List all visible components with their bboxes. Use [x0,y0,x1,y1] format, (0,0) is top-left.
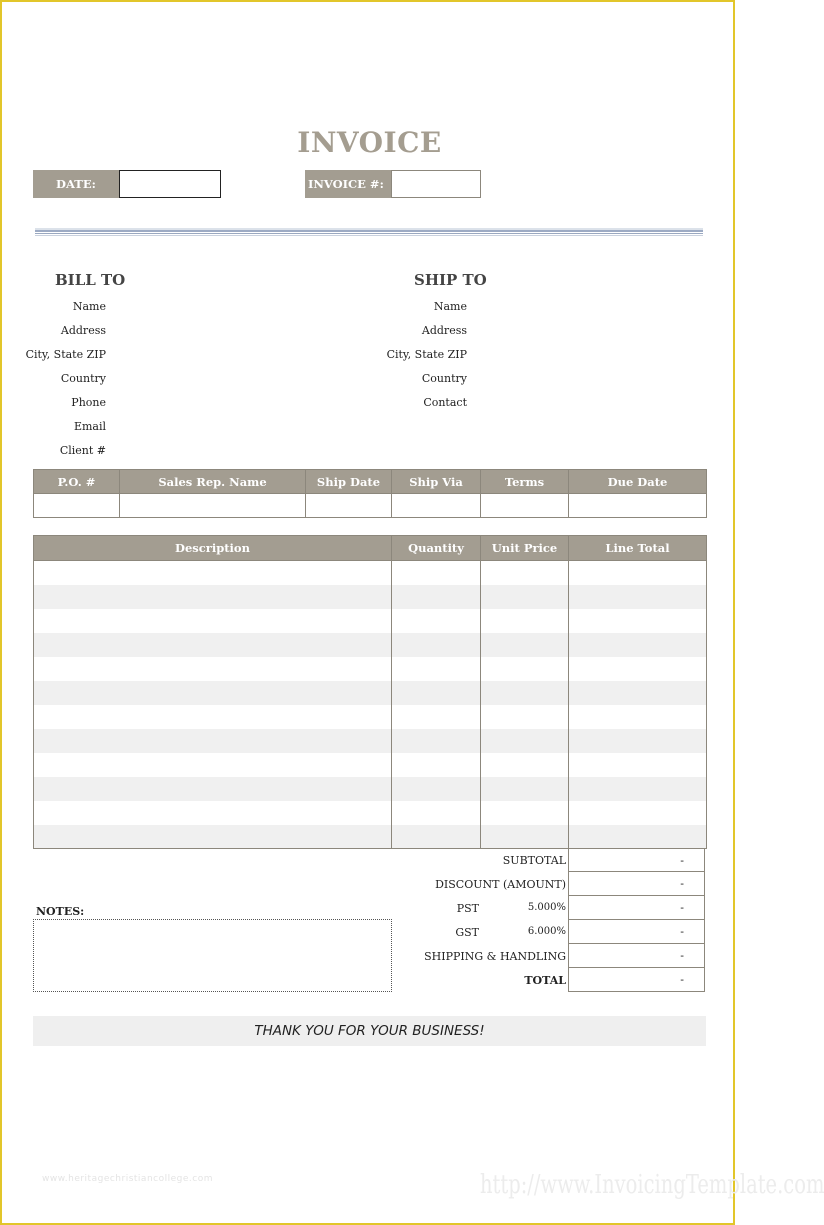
bill-to-phone: Phone [71,396,106,409]
table-row [34,561,707,585]
table-row [34,729,707,753]
thank-you-banner: THANK YOU FOR YOUR BUSINESS! [33,1016,706,1046]
description-cell[interactable] [34,681,392,705]
col-terms: Terms [481,470,569,494]
unit-price-cell[interactable] [481,681,569,705]
table-row [34,585,707,609]
summary-label: GST [455,926,479,939]
watermark-left: www.heritagechristiancollege.com [42,1174,213,1184]
col-sales-rep: Sales Rep. Name [120,470,306,494]
unit-price-cell[interactable] [481,633,569,657]
line-total-cell[interactable] [569,777,707,801]
quantity-cell[interactable] [392,585,481,609]
table-row [34,633,707,657]
unit-price-cell[interactable] [481,801,569,825]
invoice-number-label: INVOICE #: [305,170,392,198]
notes-box[interactable] [33,919,392,992]
description-cell[interactable] [34,633,392,657]
description-cell[interactable] [34,657,392,681]
ship-to-name: Name [433,300,467,313]
bill-to-country: Country [60,372,106,385]
order-info-row [34,494,707,518]
col-description: Description [34,536,392,561]
invoice-number-field[interactable] [391,170,481,198]
unit-price-cell[interactable] [481,609,569,633]
ship-to-contact: Contact [423,396,467,409]
ship-to-city: City, State ZIP [386,348,467,361]
summary-value: - [568,848,705,872]
summary-value: - [568,920,705,944]
quantity-cell[interactable] [392,657,481,681]
description-cell[interactable] [34,825,392,849]
table-row [34,657,707,681]
summary-rate: 5.000% [527,902,566,913]
description-cell[interactable] [34,585,392,609]
quantity-cell[interactable] [392,801,481,825]
unit-price-cell[interactable] [481,753,569,777]
line-total-cell[interactable] [569,729,707,753]
unit-price-cell[interactable] [481,657,569,681]
line-items-table [33,535,707,849]
col-ship-via: Ship Via [392,470,481,494]
col-due-date: Due Date [569,470,707,494]
ship-date-cell[interactable] [306,494,392,518]
unit-price-cell[interactable] [481,729,569,753]
po-number-cell[interactable] [34,494,120,518]
terms-cell[interactable] [481,494,569,518]
description-cell[interactable] [34,777,392,801]
due-date-cell[interactable] [569,494,707,518]
line-total-cell[interactable] [569,825,707,849]
table-row [34,705,707,729]
table-row [34,753,707,777]
quantity-cell[interactable] [392,633,481,657]
summary-label: TOTAL [524,974,566,987]
ship-to-address: Address [421,324,467,337]
line-total-cell[interactable] [569,801,707,825]
summary-label: DISCOUNT (AMOUNT) [435,878,566,891]
description-cell[interactable] [34,729,392,753]
table-row [34,609,707,633]
quantity-cell[interactable] [392,561,481,585]
quantity-cell[interactable] [392,825,481,849]
quantity-cell[interactable] [392,777,481,801]
quantity-cell[interactable] [392,681,481,705]
quantity-cell[interactable] [392,705,481,729]
bill-to-client: Client # [59,444,106,457]
unit-price-cell[interactable] [481,705,569,729]
table-row [34,681,707,705]
col-quantity: Quantity [392,536,481,561]
description-cell[interactable] [34,801,392,825]
date-label: DATE: [33,170,120,198]
description-cell[interactable] [34,705,392,729]
date-field[interactable] [119,170,221,198]
page-title: INVOICE [297,126,442,159]
line-total-cell[interactable] [569,705,707,729]
unit-price-cell[interactable] [481,585,569,609]
bill-to-fields [22,300,106,468]
description-cell[interactable] [34,561,392,585]
col-ship-date: Ship Date [306,470,392,494]
summary-value: - [568,944,705,968]
bill-to-email: Email [73,420,106,433]
bill-to-name: Name [72,300,106,313]
summary-label: SHIPPING & HANDLING [424,950,566,963]
summary-value: - [568,968,705,992]
quantity-cell[interactable] [392,729,481,753]
line-total-cell[interactable] [569,681,707,705]
unit-price-cell[interactable] [481,825,569,849]
bill-to-address: Address [60,324,106,337]
description-cell[interactable] [34,753,392,777]
bill-to-city: City, State ZIP [25,348,106,361]
ship-to-fields [382,300,467,420]
quantity-cell[interactable] [392,609,481,633]
decorative-rule [35,228,703,236]
line-total-cell[interactable] [569,585,707,609]
order-info-table [33,469,707,518]
sales-rep-cell[interactable] [120,494,306,518]
col-line-total: Line Total [569,536,707,561]
notes-label: NOTES: [36,905,85,918]
summary-rate: 6.000% [527,926,566,937]
summary-value: - [568,896,705,920]
line-total-cell[interactable] [569,753,707,777]
quantity-cell[interactable] [392,753,481,777]
table-row [34,825,707,849]
ship-via-cell[interactable] [392,494,481,518]
summary-label: SUBTOTAL [502,854,566,867]
description-cell[interactable] [34,609,392,633]
line-total-cell[interactable] [569,657,707,681]
col-po-number: P.O. # [34,470,120,494]
col-unit-price: Unit Price [481,536,569,561]
ship-to-country: Country [421,372,467,385]
summary-value: - [568,872,705,896]
unit-price-cell[interactable] [481,777,569,801]
unit-price-cell[interactable] [481,561,569,585]
watermark-right: http://www.InvoicingTemplate.com [480,1170,824,1200]
table-row [34,801,707,825]
line-total-cell[interactable] [569,633,707,657]
line-total-cell[interactable] [569,609,707,633]
bill-to-heading: BILL TO [55,271,126,289]
line-total-cell[interactable] [569,561,707,585]
summary-label: PST [456,902,479,915]
table-row [34,777,707,801]
ship-to-heading: SHIP TO [414,271,487,289]
